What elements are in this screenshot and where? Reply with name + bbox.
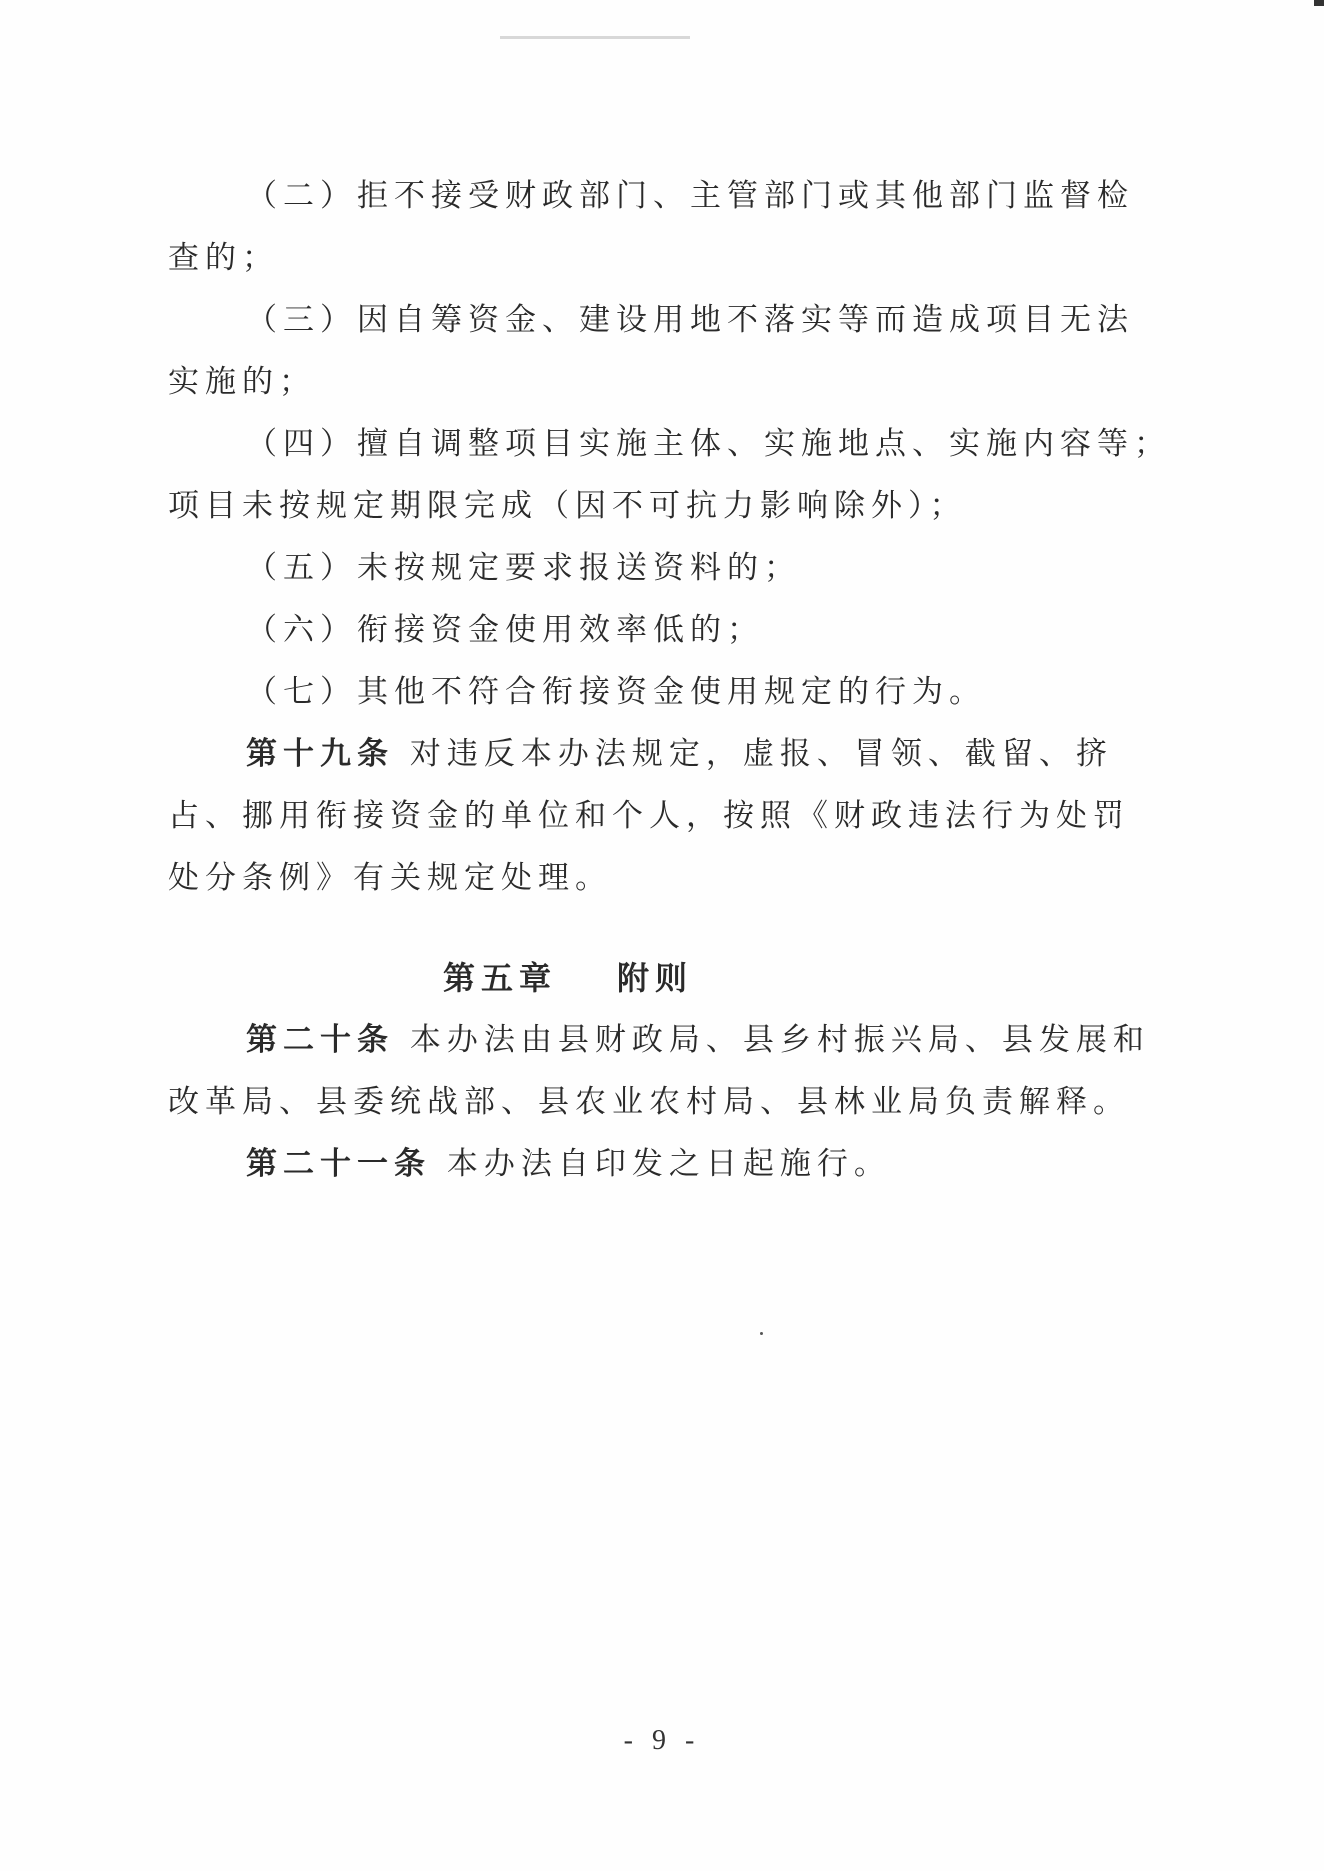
scan-corner-mark xyxy=(1314,0,1324,6)
document-body xyxy=(168,165,1171,1195)
paragraph-7: （七）其他不符合衔接资金使用规定的行为。 xyxy=(246,674,986,710)
article-21-heading: 第二十一条 xyxy=(246,1146,431,1182)
article-20-text-1: 本办法由县财政局、县乡村振兴局、县发展和 xyxy=(394,1022,1150,1058)
paragraph-6: （六）衔接资金使用效率低的； xyxy=(246,612,764,648)
article-19-line-1 xyxy=(168,723,1113,785)
scan-speck xyxy=(760,1332,763,1335)
article-19-line-3: 处分条例》有关规定处理。 xyxy=(168,860,612,896)
article-20-line-2: 改革局、县委统战部、县农业农村局、县林业局负责解释。 xyxy=(168,1084,1130,1120)
article-19-heading: 第十九条 xyxy=(246,736,394,772)
paragraph-2-line-2: 查的； xyxy=(168,240,279,276)
article-20-heading: 第二十条 xyxy=(246,1022,394,1058)
page-number: - 9 - xyxy=(623,1725,701,1756)
article-20-line-1 xyxy=(168,1009,1150,1071)
chapter-number: 第五章 xyxy=(442,959,557,997)
scan-artifact-mark xyxy=(500,36,690,39)
paragraph-3-line-2: 实施的； xyxy=(168,364,316,400)
paragraph-2-line-1: （二）拒不接受财政部门、主管部门或其他部门监督检 xyxy=(246,178,1134,214)
article-19-line-2: 占、挪用衔接资金的单位和个人，按照《财政违法行为处罚 xyxy=(168,798,1130,834)
paragraph-4-line-1: （四）擅自调整项目实施主体、实施地点、实施内容等； xyxy=(246,426,1171,462)
paragraph-5: （五）未按规定要求报送资料的； xyxy=(246,550,801,586)
paragraph-3-line-1: （三）因自筹资金、建设用地不落实等而造成项目无法 xyxy=(246,302,1134,338)
article-21-line-1 xyxy=(168,1133,1098,1195)
article-21-text-1: 本办法自印发之日起施行。 xyxy=(431,1146,891,1182)
chapter-title: 附则 xyxy=(617,959,694,997)
article-19-text-1: 对违反本办法规定，虚报、冒领、截留、挤 xyxy=(394,736,1113,772)
chapter-heading xyxy=(168,947,1098,1009)
paragraph-4-line-2: 项目未按规定期限完成（因不可抗力影响除外）； xyxy=(168,488,967,524)
